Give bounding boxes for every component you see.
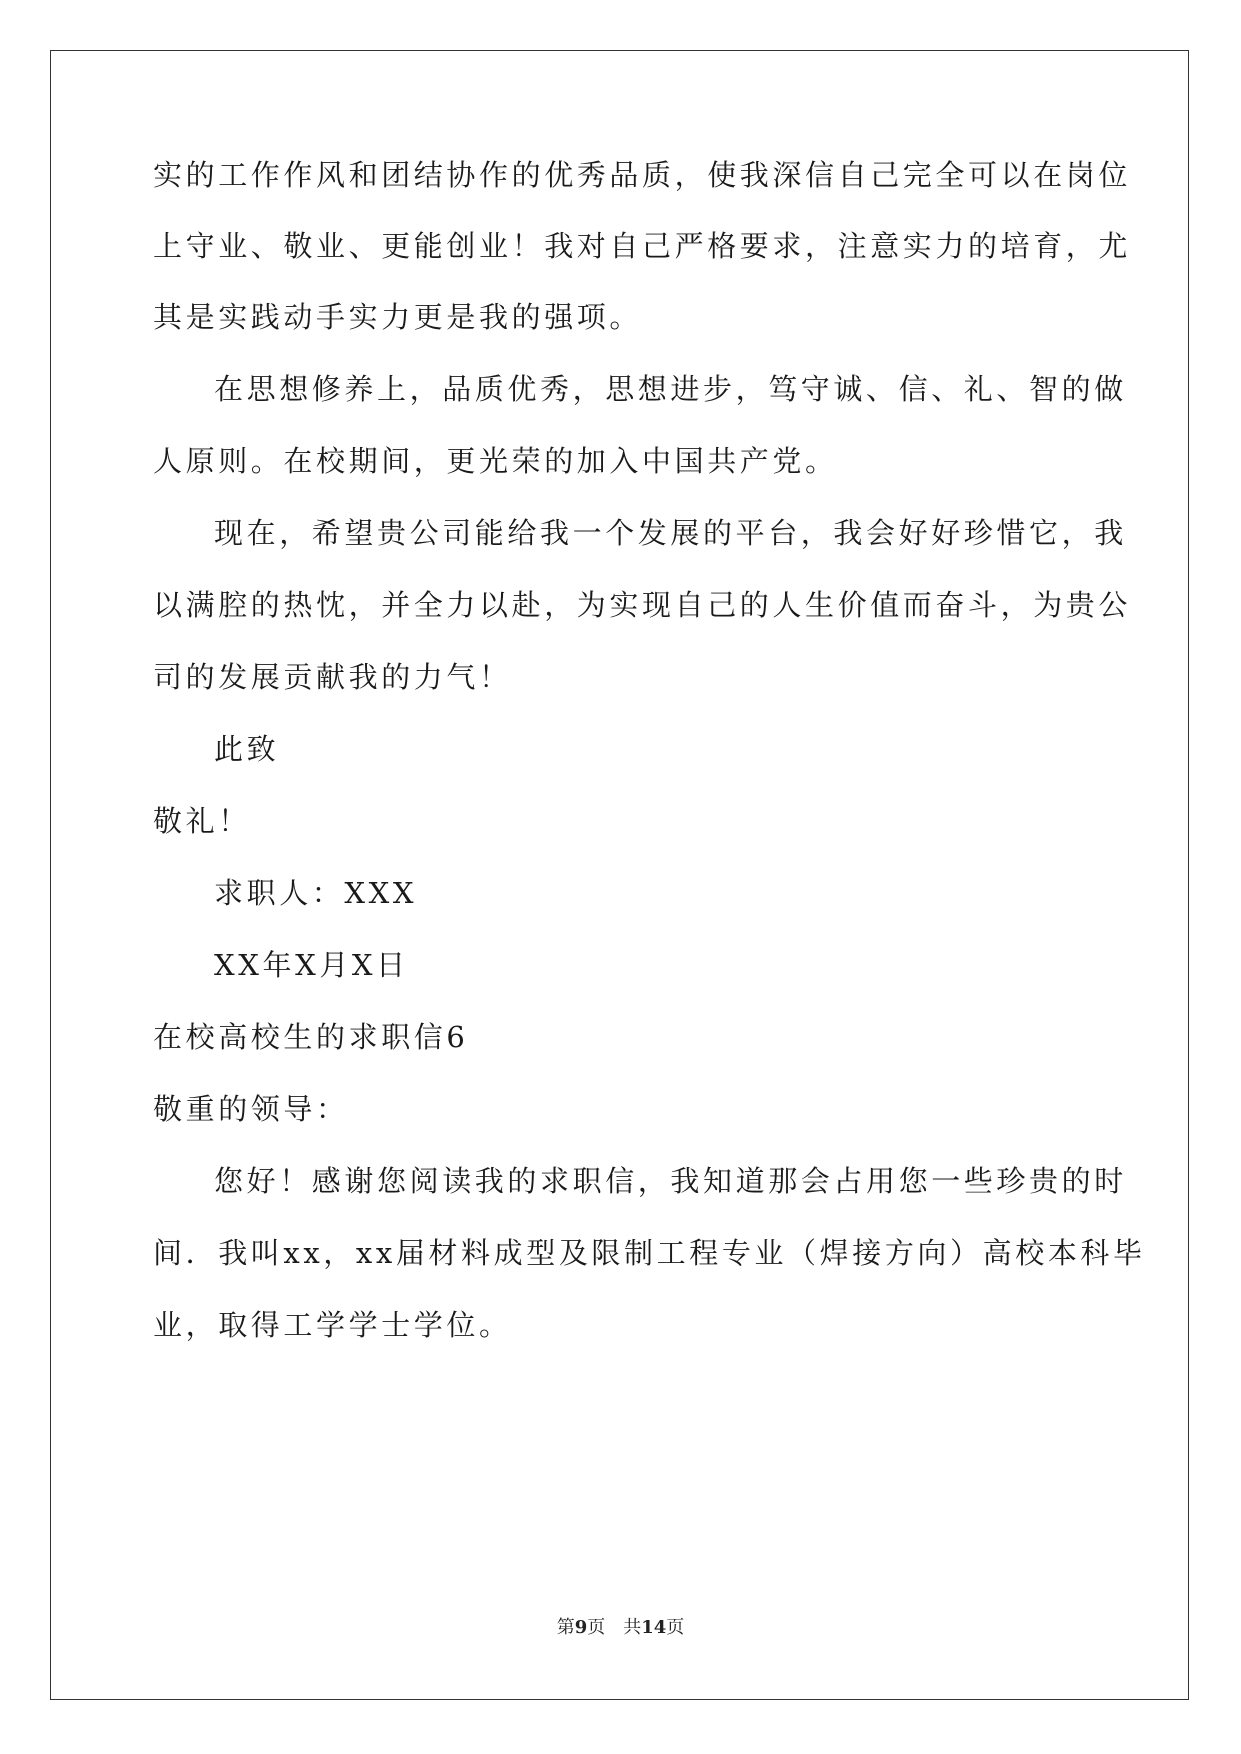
body-line-4: 在思想修养上，品质优秀，思想进步，笃守诚、信、礼、智的做 <box>214 372 1127 406</box>
footer-mid: 页 共 <box>587 1617 642 1638</box>
body-line-5: 人原则。在校期间，更光荣的加入中国共产党。 <box>153 444 838 478</box>
body-line-16: 间．我叫xx，xx届材料成型及限制工程专业（焊接方向）高校本科毕 <box>153 1236 1146 1270</box>
footer-prefix: 第 <box>556 1617 575 1638</box>
signature-applicant: 求职人：XXX <box>214 876 418 910</box>
footer-total-pages: 14 <box>641 1617 667 1638</box>
footer-suffix: 页 <box>666 1617 685 1638</box>
closing-regards: 敬礼！ <box>153 804 251 838</box>
page-footer <box>0 1616 1241 1640</box>
body-line-17: 业，取得工学学士学位。 <box>153 1308 512 1342</box>
signature-date: XX年X月X日 <box>214 948 409 982</box>
letter-greeting: 敬重的领导： <box>153 1092 349 1126</box>
body-line-8: 司的发展贡献我的力气！ <box>153 660 512 694</box>
body-line-15: 您好！感谢您阅读我的求职信，我知道那会占用您一些珍贵的时 <box>214 1164 1127 1198</box>
body-line-1: 实的工作作风和团结协作的优秀品质，使我深信自己完全可以在岗位 <box>153 158 1132 192</box>
footer-page-number: 9 <box>574 1617 588 1638</box>
section-title: 在校高校生的求职信6 <box>153 1020 469 1054</box>
body-line-6: 现在，希望贵公司能给我一个发展的平台，我会好好珍惜它，我 <box>214 516 1127 550</box>
body-line-3: 其是实践动手实力更是我的强项。 <box>153 300 643 334</box>
closing-salutation: 此致 <box>214 732 280 766</box>
body-line-7: 以满腔的热忱，并全力以赴，为实现自己的人生价值而奋斗，为贵公 <box>153 588 1132 622</box>
body-line-2: 上守业、敬业、更能创业！我对自己严格要求，注意实力的培育，尤 <box>153 229 1132 263</box>
